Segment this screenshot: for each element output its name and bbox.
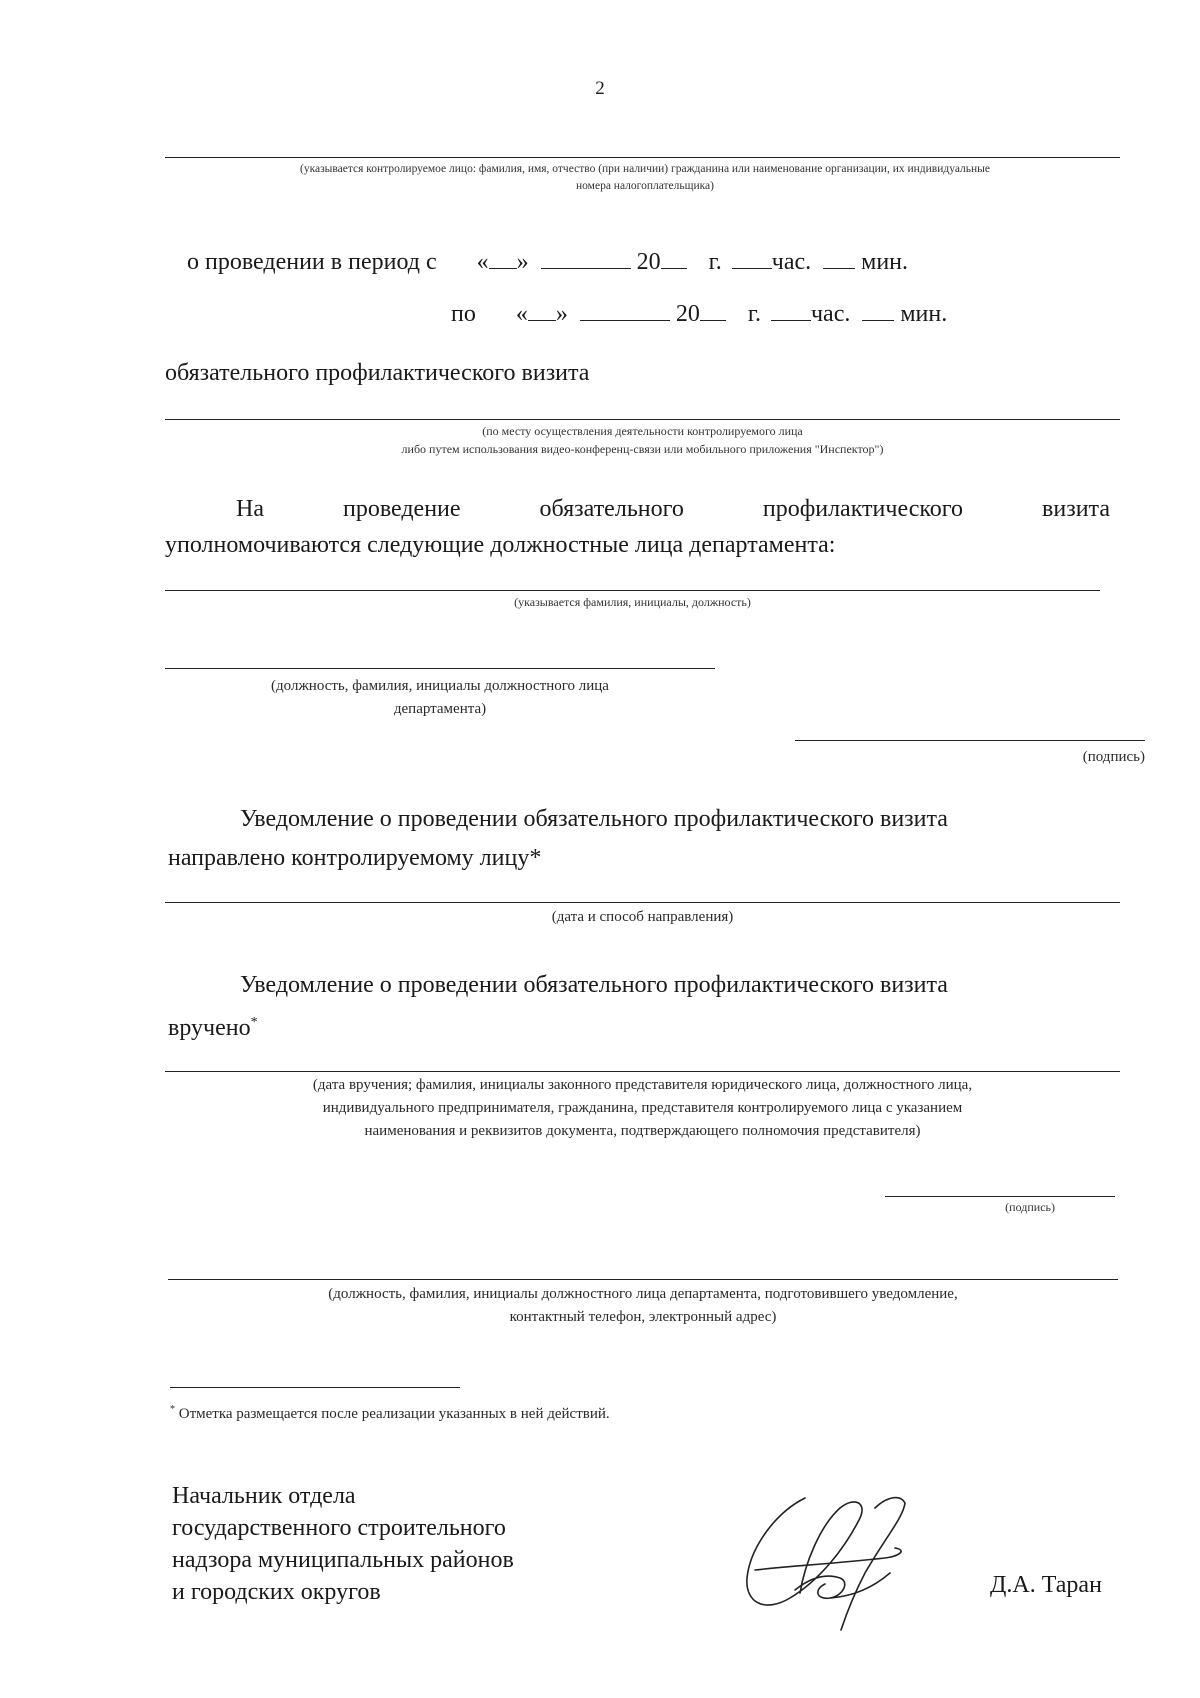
- footnote-separator: [170, 1387, 460, 1388]
- sent-caption: (дата и способ направления): [551, 909, 734, 925]
- footnote-mark: *: [170, 1404, 175, 1415]
- delivered-caption-line3: наименования и реквизитов документа, подтверждающего полномочия представителя): [364, 1123, 921, 1139]
- signature-caption-1: (подпись): [1082, 749, 1145, 765]
- signature-line-2: [885, 1196, 1115, 1197]
- sent-fill-line: [165, 902, 1120, 903]
- signatory-title-line: государственного строительного: [172, 1515, 506, 1541]
- footnote-text: Отметка размещается после реализации указанных в ней действий.: [178, 1406, 610, 1422]
- official-caption-line2: департамента): [393, 701, 487, 717]
- day-quote-close-2: »: [555, 301, 568, 327]
- authorized-word: проведение: [342, 496, 461, 522]
- delivered-caption-line1: (дата вручения; фамилия, инициалы законного представителя юридического лица, должностного лица,: [312, 1077, 973, 1093]
- signature-line-1: [795, 740, 1145, 741]
- signatory-name: Д.А. Таран: [990, 1572, 1102, 1598]
- authorized-word: обязательного: [539, 496, 684, 522]
- signatory-title: [172, 1480, 514, 1608]
- day-quote-open: «: [476, 249, 489, 275]
- authorized-word: На: [236, 496, 264, 522]
- year-suffix: г.: [708, 249, 722, 275]
- year-prefix-2: 20: [675, 301, 700, 327]
- hours-label-2: час.: [810, 301, 851, 327]
- notice-sent-line1: Уведомление о проведении обязательного профилактического визита: [240, 806, 948, 832]
- place-caption-line2: либо путем использования видео-конференц-связи или мобильного приложения "Инспектор"): [401, 442, 884, 456]
- signature-caption-2: (подпись): [1005, 1200, 1055, 1214]
- period-from-row: [187, 244, 908, 277]
- officials-caption: (указывается фамилия, инициалы, должность): [514, 595, 751, 609]
- signatory-title-line: надзора муниципальных районов: [172, 1547, 514, 1573]
- notice-delivered-line2: [168, 1008, 258, 1043]
- minutes-label-2: мин.: [900, 301, 948, 327]
- delivered-word: вручено: [168, 1015, 251, 1041]
- official-fill-line: [165, 668, 715, 669]
- authorized-word: визита: [1042, 496, 1110, 522]
- subject-fill-line: [165, 157, 1120, 158]
- signatory-title-line: и городских округов: [172, 1579, 381, 1605]
- day-quote-close: »: [516, 249, 529, 275]
- preparer-caption-line1: (должность, фамилия, инициалы должностного лица департамента, подготовившего уведомление,: [328, 1286, 958, 1302]
- delivered-mark: *: [250, 1015, 258, 1030]
- year-prefix: 20: [636, 249, 661, 275]
- preparer-fill-line: [168, 1279, 1118, 1280]
- minutes-label: мин.: [861, 249, 908, 275]
- authorized-line1: [236, 494, 1110, 524]
- officials-fill-line: [165, 590, 1100, 591]
- place-fill-line: [165, 419, 1120, 420]
- notice-delivered-line1: Уведомление о проведении обязательного профилактического визита: [240, 972, 948, 998]
- footnote: [170, 1404, 610, 1423]
- delivered-caption-line2: индивидуального предпринимателя, гражданина, представителя контролируемого лица с указанием: [322, 1100, 963, 1116]
- period-intro: о проведении в период с: [187, 249, 437, 275]
- notice-sent-line2: направлено контролируемому лицу*: [168, 845, 542, 871]
- place-caption-line1: (по месту осуществления деятельности контролируемого лица: [482, 424, 803, 438]
- period-to-row: [451, 296, 947, 329]
- signatory-title-line: Начальник отдела: [172, 1483, 356, 1509]
- authorized-word: профилактического: [762, 496, 964, 522]
- delivered-fill-line: [165, 1071, 1120, 1072]
- visit-heading: обязательного профилактического визита: [165, 360, 590, 386]
- subject-caption-line2: номера налогоплательщика): [576, 180, 714, 192]
- hours-label: час.: [771, 249, 812, 275]
- authorized-line2: уполномочиваются следующие должностные лица департамента:: [165, 532, 836, 558]
- year-suffix-2: г.: [747, 301, 761, 327]
- page-number: 2: [595, 78, 605, 99]
- handwritten-signature: [735, 1478, 925, 1638]
- preparer-caption-line2: контактный телефон, электронный адрес): [509, 1309, 777, 1325]
- official-caption-line1: (должность, фамилия, инициалы должностного лица: [271, 678, 609, 694]
- period-to: по: [451, 301, 476, 327]
- day-quote-open-2: «: [515, 301, 528, 327]
- subject-caption-line1: (указывается контролируемое лицо: фамилия, имя, отчество (при наличии) гражданина или наименование организации, их индивидуальные: [299, 163, 991, 175]
